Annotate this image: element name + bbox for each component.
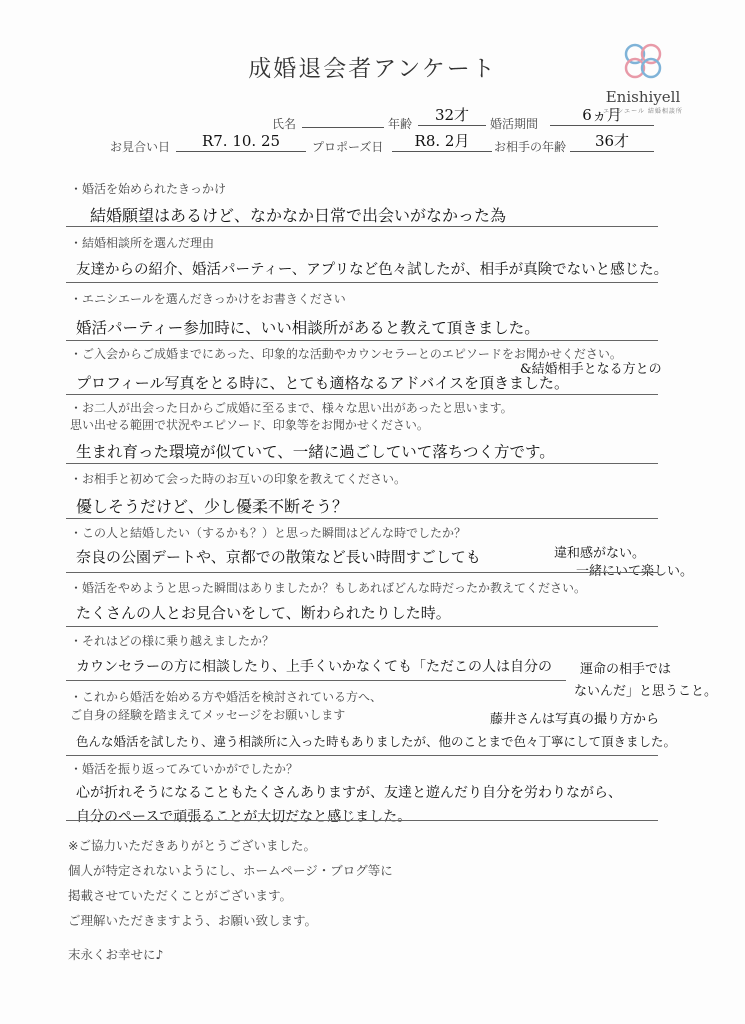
footer-note-3: 掲載させていただくことがございます。: [68, 888, 293, 903]
answer-11-line2: 自分のペースで頑張ることが大切だなと感じました。: [76, 809, 412, 825]
question-11: ・婚活を振り返ってみていかがでしたか？: [70, 762, 299, 776]
answer-line: [66, 394, 658, 395]
question-9: ・それはどの様に乗り越えましたか？: [70, 634, 275, 648]
answer-line: [66, 518, 658, 519]
answer-4-extra: &結婚相手となる方との: [520, 362, 662, 377]
question-3: ・エニシエールを選んだきっかけをお書きください: [70, 292, 346, 306]
footer-note-1: ※ご協力いただきありがとうございました。: [68, 838, 316, 853]
closing-message: 末永くお幸せに♪: [68, 947, 164, 962]
question-1: ・婚活を始められたきっかけ: [70, 182, 227, 196]
answer-7-extra: 違和感がない。: [554, 546, 646, 561]
question-7: ・この人と結婚したい（するかも？）と思った瞬間はどんな時でしたか？: [70, 526, 467, 540]
answer-line: [66, 626, 658, 627]
answer-7: 奈良の公園デートや、京都での散策など長い時間すごしても: [76, 548, 481, 566]
logo-name: Enishiyell: [605, 88, 681, 106]
question-10-line2: ご自身の経験を踏まえてメッセージをお願いします: [70, 708, 346, 722]
answer-11: 心が折れそうになることもたくさんありますが、友達と遊んだり自分を労わりながら、: [76, 785, 622, 801]
meet-field: R7. 10. 25: [176, 132, 306, 152]
logo-mark-icon: [617, 38, 669, 82]
answer-3: 婚活パーティー参加時に、いい相談所があると教えて頂きました。: [76, 319, 540, 337]
answer-line: [66, 226, 658, 227]
answer-2: 友達からの紹介、婚活パーティー、アプリなど色々試したが、相手が真険でないと感じた。: [76, 262, 669, 278]
propose-field: R8. 2月: [392, 132, 492, 152]
answer-line: [66, 755, 658, 756]
answer-1: 結婚願望はあるけど、なかなか日常で出会いがなかった為: [90, 206, 507, 225]
question-10: ・これから婚活を始める方や婚活を検討されている方へ、: [70, 690, 383, 704]
question-8: ・婚活をやめようと思った瞬間はありましたか？もしあればどんな時だったか教えてください。: [70, 581, 587, 595]
answer-line: [66, 463, 658, 464]
question-4: ・ご入会からご成婚までにあった、印象的な活動やカウンセラーとのエピソードをお聞かせください。: [70, 347, 622, 361]
answer-4: プロフィール写真をとる時に、とても適格なるアドバイスを頂きました。: [76, 374, 570, 392]
partner-age-field: 36才: [570, 132, 654, 152]
answer-8: たくさんの人とお見合いをして、断わられたりした時。: [76, 604, 451, 622]
answer-10-extra: 藤井さんは写真の撮り方から: [490, 712, 660, 727]
question-6: ・お相手と初めて会った時のお互いの印象を教えてください。: [70, 472, 407, 486]
footer-note-2: 個人が特定されないようにし、ホームページ・ブログ等に: [68, 863, 393, 878]
partner-age-label: お相手の年齢: [494, 140, 567, 154]
logo-sub: エニシエール 結婚相談所: [603, 108, 683, 115]
period-label: 婚活期間: [490, 117, 539, 131]
question-5-line2: 思い出せる範囲で状況やエピソード、印象等をお聞かせください。: [70, 418, 429, 432]
answer-9-extra: 運命の相手では: [580, 662, 672, 677]
name-field: [302, 108, 384, 128]
answer-line: [66, 282, 658, 283]
answer-9: カウンセラーの方に相談したり、上手くいかなくても「ただこの人は自分の: [76, 659, 552, 675]
name-label: 氏名: [272, 117, 297, 131]
logo: [588, 38, 698, 115]
propose-label: プロポーズ日: [312, 140, 384, 154]
age-label: 年齢: [388, 117, 413, 131]
answer-6: 優しそうだけど、少し優柔不断そう？: [76, 497, 349, 516]
answer-line: [66, 340, 658, 341]
period-field: 6ヵ月: [550, 106, 654, 126]
answer-line: [66, 572, 658, 573]
page-title: 成婚退会者アンケート: [248, 56, 497, 82]
age-field: 32才: [418, 106, 486, 126]
footer-note-4: ご理解いただきますよう、お願い致します。: [68, 913, 318, 928]
question-2: ・結婚相談所を選んだ理由: [70, 236, 215, 250]
answer-10: 色んな婚活を試したり、違う相談所に入った時もありましたが、他のことまで色々丁寧にして頂きました。: [76, 734, 677, 749]
question-5: ・お二人が出会った日からご成婚に至るまで、様々な思い出があったと思います。: [70, 401, 513, 415]
answer-line: [66, 820, 658, 821]
meet-label: お見合い日: [110, 140, 171, 154]
answer-9-extra2: ないんだ」と思うこと。: [574, 684, 718, 699]
answer-7-extra2: 一緒にいて楽しい。: [576, 564, 694, 579]
answer-line: [66, 680, 566, 681]
answer-5: 生まれ育った環境が似ていて、一緒に過ごしていて落ちつく方です。: [76, 443, 555, 461]
